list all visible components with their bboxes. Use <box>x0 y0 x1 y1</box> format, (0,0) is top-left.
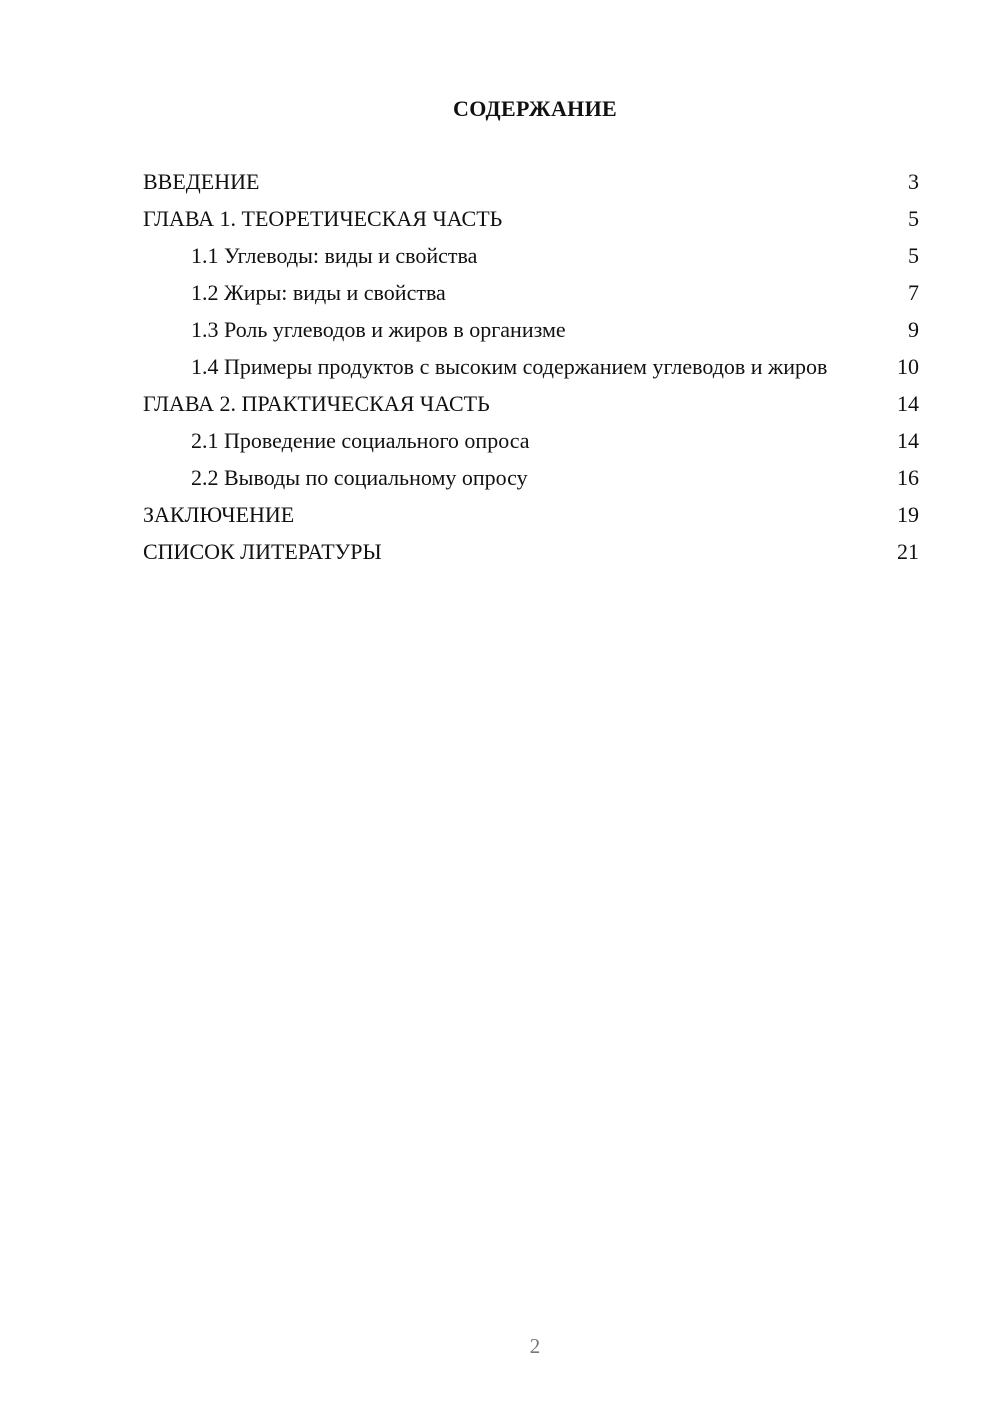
toc-entry-section-2-2 <box>143 464 919 491</box>
toc-entry-page: 5 <box>908 243 919 268</box>
toc-entry-section-2-1 <box>143 427 919 454</box>
toc-title: СОДЕРЖАНИЕ <box>453 96 617 121</box>
toc-entry-label: ГЛАВА 1. ТЕОРЕТИЧЕСКАЯ ЧАСТЬ <box>143 206 503 231</box>
toc-entry-page: 19 <box>897 502 919 527</box>
toc-entry-references <box>143 538 919 565</box>
toc-entry-label: 1.2 Жиры: виды и свойства <box>191 280 446 305</box>
toc-entry-page: 7 <box>908 280 919 305</box>
toc-entry-section-1-3 <box>143 316 919 343</box>
toc-entry-label: ГЛАВА 2. ПРАКТИЧЕСКАЯ ЧАСТЬ <box>143 391 490 416</box>
toc-entry-label: 1.3 Роль углеводов и жиров в организме <box>191 317 566 342</box>
page-number: 2 <box>529 1334 541 1358</box>
toc-entry-conclusion <box>143 501 919 528</box>
toc-entry-section-1-1 <box>143 242 919 269</box>
toc-entry-section-1-2 <box>143 279 919 306</box>
toc-entry-chapter-2 <box>143 390 919 417</box>
toc-entry-page: 3 <box>908 169 919 194</box>
toc-entry-page: 14 <box>897 428 919 453</box>
toc-entry-chapter-1 <box>143 205 919 232</box>
toc-entry-label: ЗАКЛЮЧЕНИЕ <box>143 502 295 527</box>
toc-entry-page: 5 <box>908 206 919 231</box>
toc-list <box>143 168 919 575</box>
toc-entry-page: 10 <box>897 354 919 379</box>
toc-entry-page: 9 <box>908 317 919 342</box>
toc-entry-section-1-4 <box>143 353 919 380</box>
toc-entry-page: 16 <box>897 465 919 490</box>
toc-entry-page: 14 <box>897 391 919 416</box>
toc-entry-introduction <box>143 168 919 195</box>
toc-entry-label: 2.1 Проведение социального опроса <box>191 428 530 453</box>
toc-entry-label: ВВЕДЕНИЕ <box>143 169 260 194</box>
toc-entry-label: СПИСОК ЛИТЕРАТУРЫ <box>143 539 382 564</box>
toc-entry-page: 21 <box>897 539 919 564</box>
toc-entry-label: 1.1 Углеводы: виды и свойства <box>191 243 478 268</box>
toc-entry-label: 1.4 Примеры продуктов с высоким содержанием углеводов и жиров <box>191 354 828 379</box>
toc-entry-label: 2.2 Выводы по социальному опросу <box>191 465 528 490</box>
